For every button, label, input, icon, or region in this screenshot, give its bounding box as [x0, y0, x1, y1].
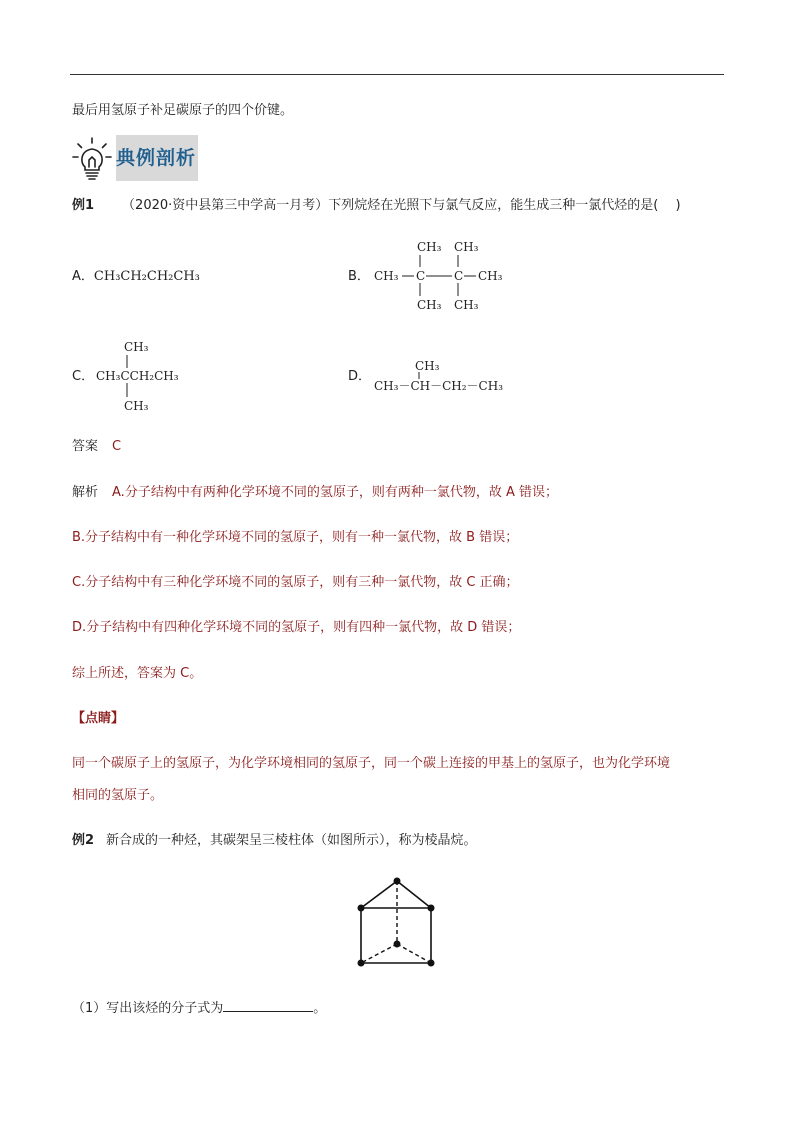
- option-d-structure: [372, 356, 522, 396]
- sub-question-1-suffix: 。: [313, 1001, 327, 1016]
- option-b-structure: [370, 236, 520, 316]
- intro-line: 最后用氢原子补足碳原子的四个价键。: [72, 103, 294, 118]
- b-ch3-top-right: CH₃: [454, 240, 479, 254]
- example1-question: （2020·资中县第三中学高一月考）下列烷烃在光照下与氯气反应，能生成三种一氯代烃的是( ): [122, 198, 681, 213]
- option-c-structure: [94, 336, 204, 416]
- sub-question-1-prefix: （1）写出该烃的分子式为: [72, 1001, 224, 1016]
- example1-question-line: [72, 197, 681, 215]
- c-top: CH₃: [124, 340, 149, 354]
- b-ch3-right: CH₃: [478, 269, 503, 283]
- example2-label: 例2: [72, 833, 95, 848]
- tip-label: 【点睛】: [72, 711, 125, 726]
- analysis-text-1: A.分子结构中有两种化学环境不同的氢原子，则有两种一氯代物，故 A 错误；: [112, 485, 558, 500]
- tip-line-1: 同一个碳原子上的氢原子，为化学环境相同的氢原子，同一个碳上连接的甲基上的氢原子，也为化学环境: [72, 756, 671, 771]
- lightbulb-icon: [72, 136, 112, 182]
- option-b-label: B．: [348, 269, 370, 284]
- analysis-label: 解析: [72, 485, 99, 500]
- b-ch3-bottom-right: CH₃: [454, 298, 479, 312]
- c-bottom: CH₃: [124, 399, 149, 413]
- example2-question-line: [72, 832, 477, 850]
- b-c-left: C: [416, 269, 426, 283]
- answer-line: [72, 438, 121, 456]
- d-top: CH₃: [415, 359, 440, 373]
- prism-diagram: [350, 872, 440, 972]
- analysis-line-4: D.分子结构中有四种化学环境不同的氢原子，则有四种一氯代物，故 D 错误；: [72, 620, 521, 635]
- b-ch3-bottom-left: CH₃: [417, 298, 442, 312]
- sub-question-1: [72, 998, 326, 1018]
- option-a-label: A．: [72, 269, 94, 284]
- d-main: CH₃－CH－CH₂－CH₃: [374, 379, 504, 393]
- option-c-label: C．: [72, 369, 95, 384]
- b-ch3-left: CH₃: [374, 269, 399, 283]
- b-ch3-top-left: CH₃: [417, 240, 442, 254]
- header-rule: [70, 74, 724, 75]
- example1-label: 例1: [72, 198, 95, 213]
- option-d-label: D．: [348, 369, 372, 384]
- b-c-right: C: [454, 269, 464, 283]
- analysis-summary: 综上所述，答案为 C。: [72, 666, 203, 681]
- answer-value: C: [112, 439, 122, 454]
- section-title: 典例剖析: [116, 147, 197, 169]
- example2-question: 新合成的一种烃，其碳架呈三棱柱体（如图所示），称为棱晶烷。: [106, 833, 477, 848]
- c-main: CH₃CCH₂CH₃: [96, 369, 179, 383]
- analysis-line-3: C.分子结构中有三种化学环境不同的氢原子，则有三种一氯代物，故 C 正确；: [72, 575, 519, 590]
- option-a: [72, 268, 200, 286]
- tip-line-2: 相同的氢原子。: [72, 788, 164, 803]
- answer-blank[interactable]: [223, 998, 313, 1012]
- analysis-line-1: [72, 484, 558, 502]
- analysis-line-2: B.分子结构中有一种化学环境不同的氢原子，则有一种一氯代物，故 B 错误；: [72, 530, 519, 545]
- answer-label: 答案: [72, 439, 99, 454]
- option-a-formula: CH₃CH₂CH₂CH₃: [93, 269, 200, 284]
